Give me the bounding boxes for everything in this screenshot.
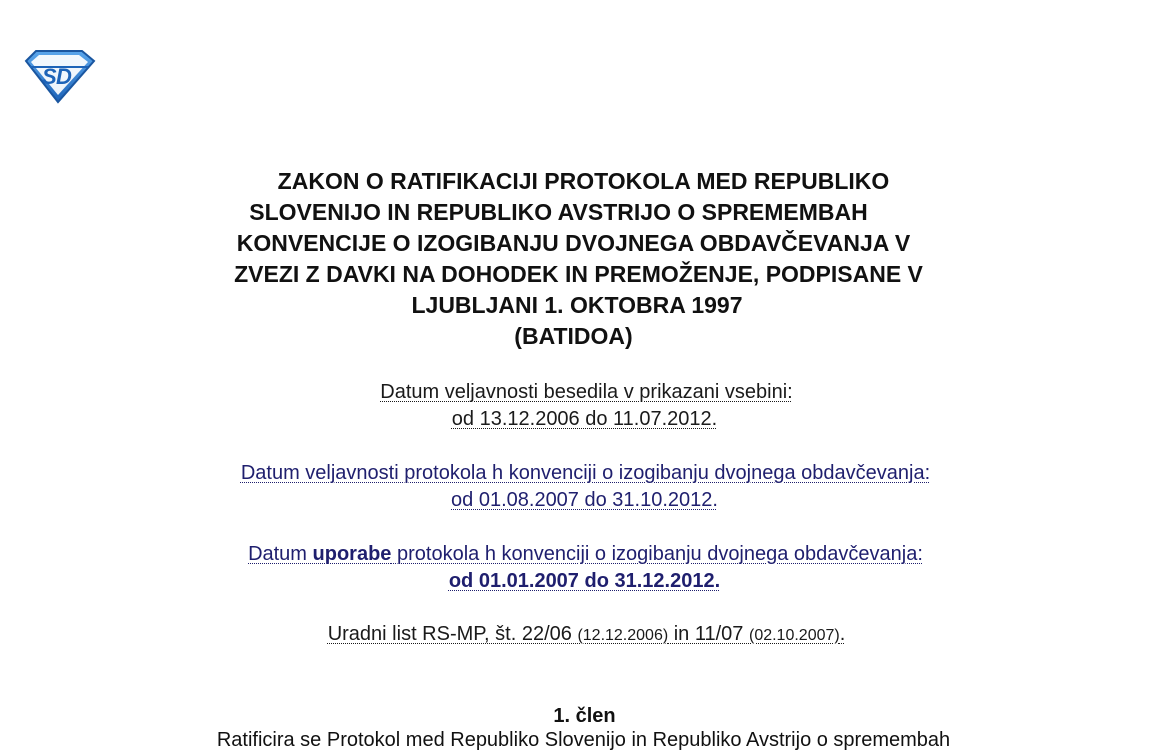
protocol-validity-range[interactable]: od 01.08.2007 do 31.10.2012. [451, 489, 718, 511]
protocol-use-range[interactable]: od 01.01.2007 do 31.12.2012. [448, 570, 721, 592]
protocol-validity-label[interactable]: Datum veljavnosti protokola h konvenciji o izogibanju dvojnega obdavčevanja: [240, 462, 931, 484]
protocol-use-label-bold: uporabe [312, 543, 392, 565]
protocol-validity-block [0, 460, 1157, 514]
gazette-date-2: (02.10.2007) [748, 627, 840, 644]
text-validity-range[interactable]: od 13.12.2006 do 11.07.2012. [451, 408, 718, 430]
article-heading: 1. člen [553, 705, 616, 727]
gazette-suffix: . [839, 623, 846, 645]
law-title [0, 166, 1157, 352]
sd-shield-logo-icon [22, 47, 96, 105]
protocol-use-label[interactable] [248, 543, 923, 565]
gazette-middle: in 11/07 [668, 623, 749, 645]
title-line: ZVEZI Z DAVKI NA DOHODEK IN PREMOŽENJE, PODPISANE V [234, 261, 923, 287]
title-line: KONVENCIJE O IZOGIBANJU DVOJNEGA OBDAVČEVANJA V [236, 230, 911, 256]
protocol-use-label-suffix: protokola h konvenciji o izogibanju dvojnega obdavčevanja: [391, 543, 923, 565]
title-line: ZAKON O RATIFIKACIJI PROTOKOLA MED REPUBLIKO [277, 168, 890, 194]
text-validity-block [0, 379, 1157, 433]
gazette-prefix: Uradni list RS-MP, št. 22/06 [327, 623, 578, 645]
text-validity-label[interactable]: Datum veljavnosti besedila v prikazani vsebini: [380, 381, 793, 403]
title-abbreviation: (BATIDOA) [514, 323, 633, 349]
official-gazette-reference [0, 621, 1157, 649]
protocol-use-block [0, 541, 1157, 595]
title-line: SLOVENIJO IN REPUBLIKO AVSTRIJO O SPREMEMBAH [249, 199, 868, 225]
title-line: LJUBLJANI 1. OKTOBRA 1997 [411, 292, 743, 318]
svg-text:D: D [56, 64, 72, 89]
official-gazette-link[interactable] [328, 623, 846, 645]
svg-text:S: S [42, 64, 57, 89]
gazette-date-1: (12.12.2006) [577, 627, 669, 644]
article-text: Ratificira se Protokol med Republiko Slovenijo in Republiko Avstrijo o spremembah [216, 729, 951, 751]
protocol-use-label-prefix: Datum [248, 543, 313, 565]
